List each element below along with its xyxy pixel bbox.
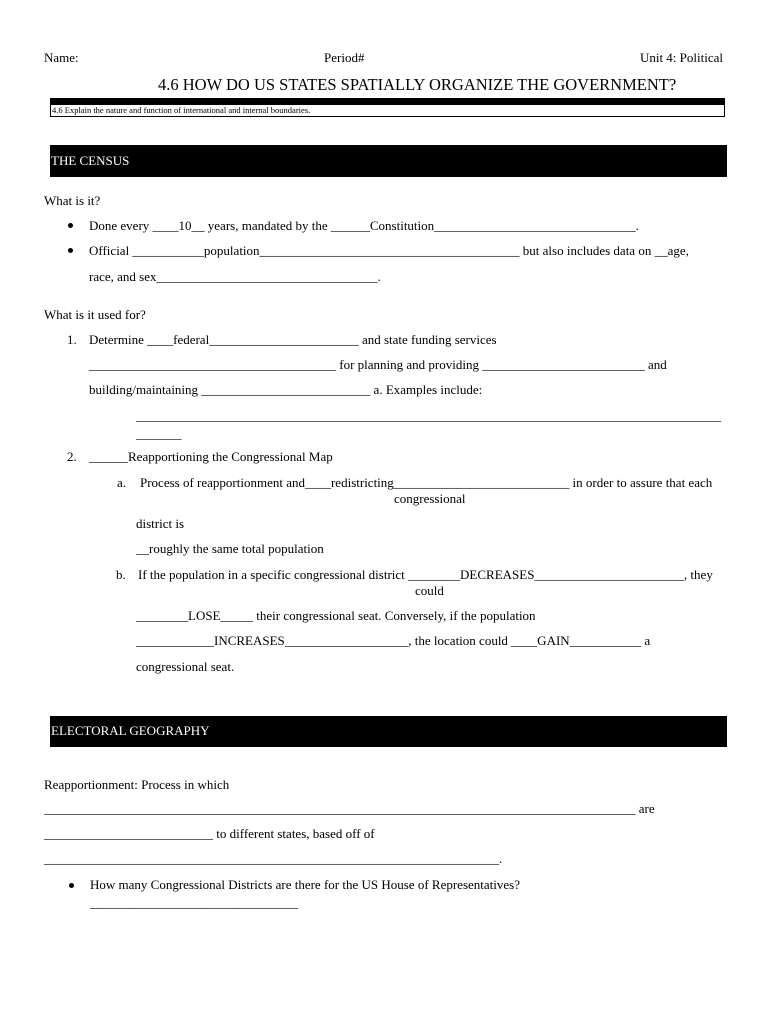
reapportionment-line-4: ______________________________________________________________________.	[44, 851, 503, 866]
item-1-line-3: building/maintaining __________________________ a. Examples include:	[89, 382, 483, 397]
section-title-census: THE CENSUS	[51, 153, 130, 168]
page-title: 4.6 HOW DO US STATES SPATIALLY ORGANIZE THE GOVERNMENT?	[158, 75, 677, 94]
what-is-it-label: What is it?	[44, 193, 101, 208]
used-for-label: What is it used for?	[44, 307, 146, 322]
period-label: Period#	[324, 50, 365, 65]
census-bullet-2-line-1: Official ___________population________________________________________ but also includes data on __age,	[89, 243, 689, 258]
name-label: Name:	[44, 50, 79, 65]
sub-a-line-1: Process of reapportionment and____redistricting___________________________ in order to assure that each	[140, 475, 713, 490]
bullet-icon	[69, 883, 74, 888]
standard-box	[50, 98, 725, 117]
item-1-number: 1.	[67, 332, 77, 347]
question-congressional-districts: How many Congressional Districts are there for the US House of Representatives?	[90, 877, 520, 892]
census-bullet-2-line-2: race, and sex__________________________________.	[89, 269, 381, 284]
sub-b-line-1b: could	[415, 583, 444, 598]
item-1-line-2: ______________________________________ for planning and providing _________________________ and	[89, 357, 667, 372]
section-header-electoral	[50, 716, 727, 747]
census-bullet-1: Done every ____10__ years, mandated by the ______Constitution_______________________________.	[89, 218, 639, 233]
sub-b-line-3: ____________INCREASES___________________, the location could ____GAIN___________ a	[136, 633, 651, 648]
sub-b-line-2: ________LOSE_____ their congressional seat. Conversely, if the population	[136, 608, 536, 623]
bullet-icon	[68, 223, 73, 228]
sub-b-line-4: congressional seat.	[136, 659, 235, 674]
item-1-line-4: __________________________________________________________________________________________	[136, 408, 721, 423]
sub-a-line-3: __roughly the same total population	[136, 541, 324, 556]
bullet-icon	[68, 248, 73, 253]
unit-label: Unit 4: Political	[639, 50, 723, 65]
sub-b-line-1: If the population in a specific congressional district ________DECREASES_______________________, they	[138, 567, 713, 582]
reapportionment-line-1: Reapportionment: Process in which	[44, 777, 230, 792]
sub-a-label: a.	[117, 475, 127, 490]
item-2-number: 2.	[67, 449, 77, 464]
item-1-line-5: _______	[136, 426, 182, 441]
standard-text: 4.6 Explain the nature and function of international and internal boundaries.	[52, 105, 311, 115]
reapportionment-line-2: ___________________________________________________________________________________________ are	[44, 801, 655, 816]
item-1-line-1: Determine ____federal_______________________ and state funding services	[89, 332, 497, 347]
section-header-census	[50, 145, 727, 177]
sub-a-line-1b: congressional	[394, 491, 466, 506]
item-2-line-1: ______Reapportioning the Congressional Map	[89, 449, 333, 464]
reapportionment-line-3: __________________________ to different states, based off of	[44, 826, 375, 841]
sub-b-label: b.	[116, 567, 126, 582]
answer-blank: ________________________________	[90, 895, 298, 910]
section-title-electoral: ELECTORAL GEOGRAPHY	[51, 723, 210, 738]
sub-a-line-2: district is	[136, 516, 185, 531]
